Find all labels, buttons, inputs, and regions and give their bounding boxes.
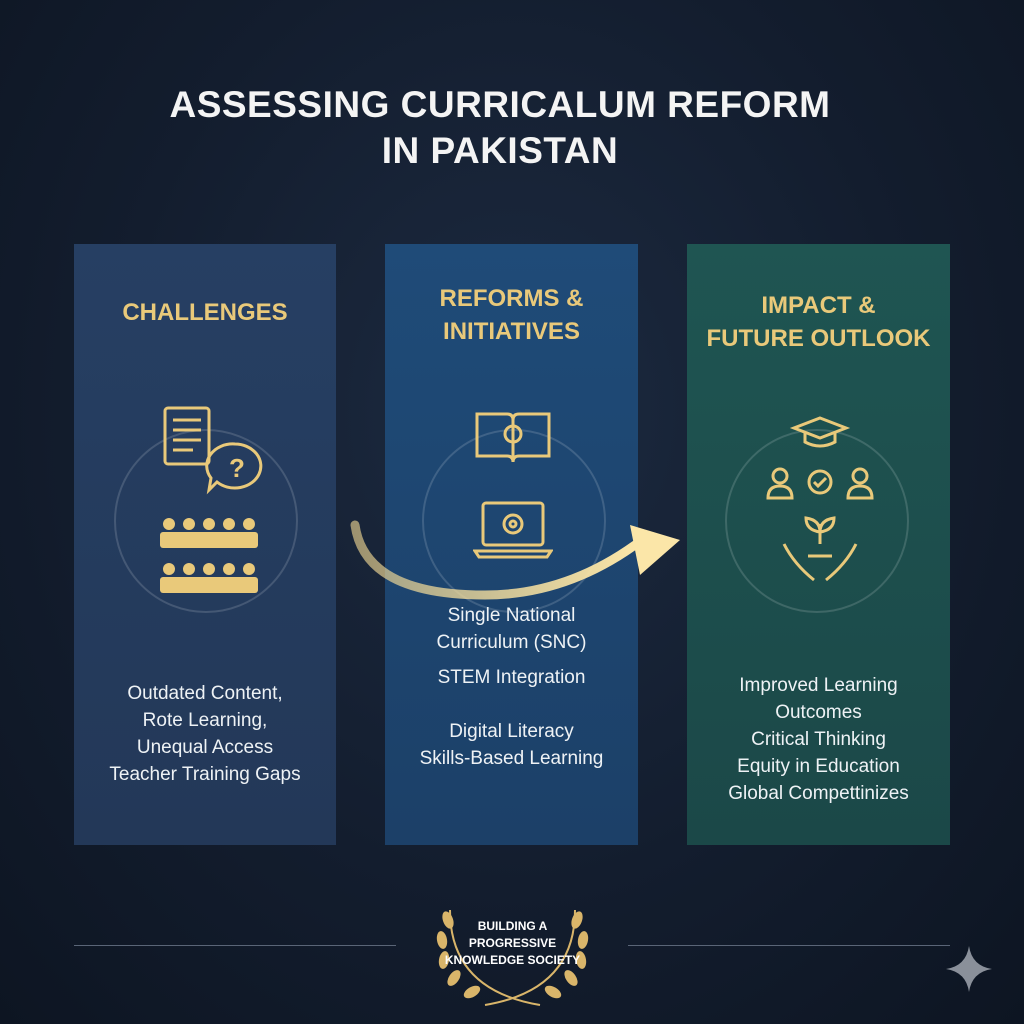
list-item: Digital Literacy — [449, 721, 574, 742]
impact-list — [687, 672, 950, 807]
challenges-list — [74, 680, 336, 788]
list-item: Teacher Training Gaps — [109, 764, 301, 785]
panel-heading: IMPACT & FUTURE OUTLOOK — [706, 292, 931, 352]
divider — [628, 945, 950, 946]
list-item: Global Compettinizes — [728, 783, 909, 804]
list-item: Critical Thinking — [751, 729, 886, 750]
panel-heading: REFORMS & INITIATIVES — [439, 285, 584, 345]
list-item: Single National — [447, 605, 576, 626]
students-group-icon — [154, 514, 264, 604]
impact-panel — [687, 244, 950, 845]
book-question-icon — [159, 404, 269, 499]
list-item: Improved Learning — [739, 675, 898, 696]
challenges-panel — [74, 244, 336, 845]
laurel-badge: BUILDING A PROGRESSIVE KNOWLEDGE SOCIETY — [430, 890, 595, 1010]
page-title: ASSESSING CURRICALUM REFORM IN PAKISTAN — [169, 84, 831, 171]
list-item: Rote Learning, — [142, 710, 268, 731]
divider — [74, 945, 396, 946]
book-gear-icon — [473, 404, 553, 469]
reforms-list — [385, 602, 638, 772]
sparkle-icon — [944, 944, 994, 994]
flow-arrow-icon — [340, 505, 710, 615]
list-item: Outdated Content, — [127, 683, 283, 704]
list-item: Equity in Education — [737, 756, 900, 777]
list-item: Unequal Access — [136, 737, 274, 758]
graduation-people-icon — [765, 414, 875, 504]
panel-heading: CHALLENGES — [122, 299, 288, 326]
list-item: Curriculum (SNC) — [436, 632, 587, 653]
hands-plant-icon — [780, 514, 860, 584]
list-item: STEM Integration — [437, 667, 586, 688]
svg-text:?: ? — [229, 453, 245, 483]
list-item: Skills-Based Learning — [419, 748, 604, 769]
list-item: Outcomes — [775, 702, 862, 723]
